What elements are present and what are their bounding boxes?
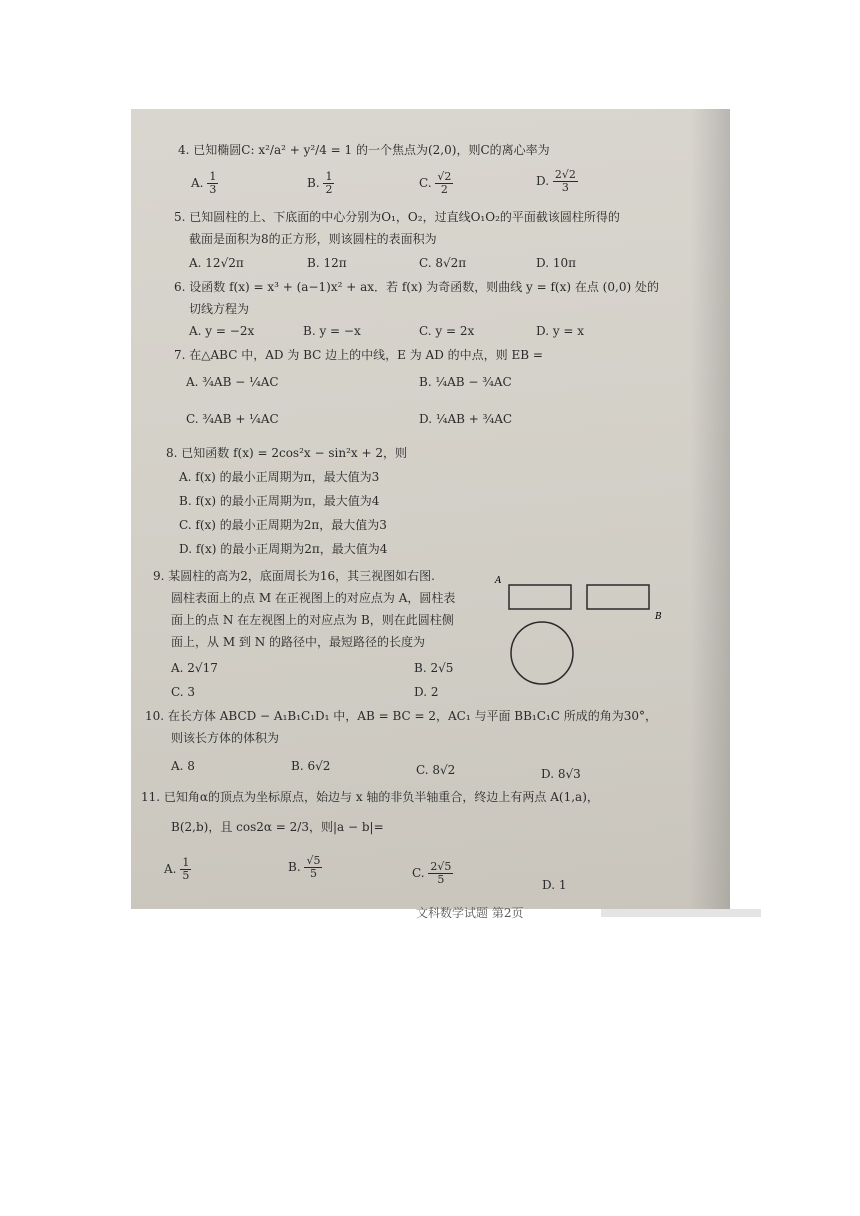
q7-option-a: A. ¾AB − ¼AC [186,375,279,389]
question-11-stem-cont: B(2,b)，且 cos2α = 2/3，则|a − b|= [171,820,384,834]
question-9-stem: 9. 某圆柱的高为2，底面周长为16，其三视图如右图. [153,569,436,583]
q11-option-d: D. 1 [542,878,567,892]
question-4-stem: 4. 已知椭圆C: x²/a² + y²/4 = 1 的一个焦点为(2,0)，则C的离心率为 [178,143,550,157]
question-9-stem-2: 圆柱表面上的点 M 在正视图上的对应点为 A，圆柱表 [171,591,456,605]
q4-option-d: D. $\frac{2√2}{3}$ [536,168,576,194]
q8-option-b: B. f(x) 的最小正周期为π，最大值为4 [179,494,380,508]
question-9-stem-4: 面上，从 M 到 N 的路径中，最短路径的长度为 [171,635,426,649]
q4-option-a: A. $\frac{1}{3}$ [191,170,217,196]
top-view-circle [511,622,573,684]
q6-option-b: B. y = −x [303,324,361,338]
point-b-label: B [655,612,662,622]
question-6-stem-cont: 切线方程为 [189,302,250,316]
question-5-stem: 5. 已知圆柱的上、下底面的中心分别为O₁，O₂，过直线O₁O₂的平面截该圆柱所得的 [174,210,620,224]
q8-option-d: D. f(x) 的最小正周期为2π，最大值为4 [179,542,388,556]
q6-option-c: C. y = 2x [419,324,475,338]
front-view-rect [509,585,571,609]
question-9-stem-3: 面上的点 N 在左视图上的对应点为 B，则在此圆柱侧 [171,613,454,627]
q5-option-b: B. 12π [307,256,347,270]
q10-option-c: C. 8√2 [416,763,456,777]
q9-option-d: D. 2 [414,685,439,699]
q11-option-c: C. $\frac{2√5}{5}$ [412,860,452,886]
q7-option-b: B. ¼AB − ¾AC [419,375,512,389]
q11-option-a: A. $\frac{1}{5}$ [164,856,190,882]
q4-option-c: C. $\frac{√2}{2}$ [419,170,452,196]
three-view-diagram [491,571,671,701]
q4-option-b: B. $\frac{1}{2}$ [307,170,333,196]
question-5-stem-cont: 截面是面积为8的正方形，则该圆柱的表面积为 [189,232,437,246]
question-7-stem: 7. 在△ABC 中，AD 为 BC 边上的中线，E 为 AD 的中点，则 EB = [174,348,543,362]
q11-option-b: B. $\frac{√5}{5}$ [288,854,321,880]
question-10-stem: 10. 在长方体 ABCD − A₁B₁C₁D₁ 中，AB = BC = 2，AC₁ 与平面 BB₁C₁C 所成的角为30°， [145,709,657,723]
q7-option-d: D. ¼AB + ¾AC [419,412,513,426]
q10-option-a: A. 8 [171,759,195,773]
q5-option-a: A. 12√2π [189,256,244,270]
question-10-stem-cont: 则该长方体的体积为 [171,731,280,745]
question-8-stem: 8. 已知函数 f(x) = 2cos²x − sin²x + 2，则 [166,446,407,460]
q9-option-b: B. 2√5 [414,661,454,675]
point-a-label: A [495,576,502,586]
q9-option-c: C. 3 [171,685,196,699]
q9-option-a: A. 2√17 [171,661,218,675]
page-footer: 文科数学试题 第2页 [416,906,524,920]
question-11-stem: 11. 已知角α的顶点为坐标原点，始边与 x 轴的非负半轴重合，终边上有两点 A(1,a)， [141,790,599,804]
side-view-rect [587,585,649,609]
q10-option-b: B. 6√2 [291,759,331,773]
photo-edge [601,909,761,917]
scanned-exam-page [131,109,730,920]
q5-option-d: D. 10π [536,256,576,270]
question-6-stem: 6. 设函数 f(x) = x³ + (a−1)x² + ax．若 f(x) 为奇函数，则曲线 y = f(x) 在点 (0,0) 处的 [174,280,659,294]
q5-option-c: C. 8√2π [419,256,467,270]
q8-option-a: A. f(x) 的最小正周期为π，最大值为3 [179,470,380,484]
q8-option-c: C. f(x) 的最小正周期为2π，最大值为3 [179,518,387,532]
q6-option-d: D. y = x [536,324,585,338]
q7-option-c: C. ¾AB + ¼AC [186,412,279,426]
q6-option-a: A. y = −2x [189,324,255,338]
q10-option-d: D. 8√3 [541,767,581,781]
